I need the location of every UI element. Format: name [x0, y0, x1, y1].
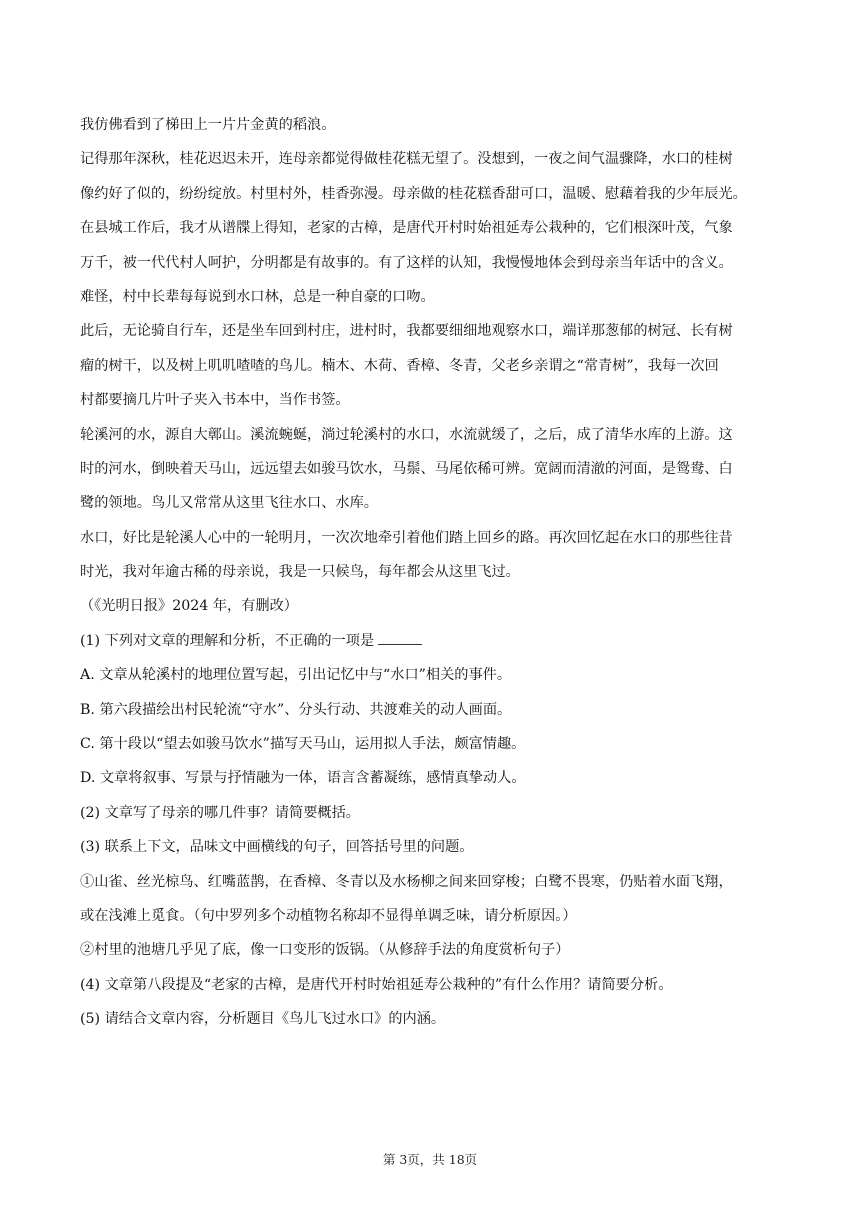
question-3-sub-1-cont: 或在浅滩上觅食。（句中罗列多个动植物名称却不显得单调乏味，请分析原因。） [80, 907, 577, 924]
question-3: (3) 联系上下文，品味文中画横线的句子，回答括号里的问题。 [80, 839, 474, 856]
option-d: D. 文章将叙事、写景与抒情融为一体，语言含蓄凝练，感情真挚动人。 [80, 770, 526, 787]
paragraph-line: 像约好了似的，纷纷绽放。村里村外，桂香弥漫。母亲做的桂花糕香甜可口，温暖、慰藉着我的少年辰光。 [80, 185, 747, 202]
paragraph-line: 时的河水，倒映着天马山，远远望去如骏马饮水，马鬃、马尾依稀可辨。宽阔而清澈的河面，是鸳鸯、白 [80, 460, 733, 477]
question-3-sub-2: ②村里的池塘几乎见了底，像一口变形的饭锅。（从修辞手法的角度赏析句子） [80, 942, 570, 959]
paragraph-line: 在县城工作后，我才从谱牒上得知，老家的古樟，是唐代开村时始祖延寿公栽种的，它们根深叶茂，气象 [80, 220, 733, 237]
answer-blank[interactable] [378, 630, 422, 645]
question-2: (2) 文章写了母亲的哪几件事？请简要概括。 [80, 804, 360, 821]
paragraph-line: 记得那年深秋，桂花迟迟未开，连母亲都觉得做桂花糕无望了。没想到，一夜之间气温骤降，水口的桂树 [80, 151, 733, 168]
paragraph-line: 难怪，村中长辈每每说到水口林，总是一种自豪的口吻。 [80, 288, 435, 305]
paragraph-line: 轮溪河的水，源自大鄣山。溪流蜿蜒，淌过轮溪村的水口，水流就缓了，之后，成了清华水库的上游。这 [80, 426, 733, 443]
question-1 [80, 624, 785, 658]
paragraph-line: 我仿佛看到了梯田上一片片金黄的稻浪。 [80, 117, 336, 133]
option-c: C. 第十段以“望去如骏马饮水”描写天马山，运用拟人手法，颇富情趣。 [80, 736, 526, 753]
question-4: (4) 文章第八段提及“老家的古樟，是唐代开村时始祖延寿公栽种的”有什么作用？请简要分析。 [80, 976, 673, 993]
paragraph-line: 水口，好比是轮溪人心中的一轮明月，一次次地牵引着他们踏上回乡的路。再次回忆起在水口的那些往昔 [80, 529, 733, 546]
option-b: B. 第六段描绘出村民轮流“守水”、分头行动、共渡难关的动人画面。 [80, 701, 512, 718]
article-body [80, 108, 785, 1037]
question-3-sub-1: ①山雀、丝光椋鸟、红嘴蓝鹊，在香樟、冬青以及水杨柳之间来回穿梭；白鹭不畏寒，仍贴着水面飞翔， [80, 873, 733, 890]
page-number: 第 3页，共 18页 [382, 1152, 478, 1167]
paragraph-line: 时光，我对年逾古稀的母亲说，我是一只候鸟，每年都会从这里飞过。 [80, 564, 520, 581]
paragraph-line: 村都要摘几片叶子夹入书本中，当作书签。 [80, 392, 350, 409]
source-citation: （《光明日报》2024 年，有删改） [80, 598, 298, 615]
option-a: A. 文章从轮溪村的地理位置写起，引出记忆中与“水口”相关的事件。 [80, 667, 512, 684]
paragraph-line: 瘤的树干，以及树上叽叽喳喳的鸟儿。楠木、木荷、香樟、冬青，父老乡亲谓之“常青树”，我每一次回 [80, 357, 719, 374]
question-5: (5) 请结合文章内容，分析题目《鸟儿飞过水口》的内涵。 [80, 1011, 446, 1028]
paragraph-line: 万千，被一代代村人呵护，分明都是有故事的。有了这样的认知，我慢慢地体会到母亲当年话中的含义。 [80, 254, 733, 271]
question-1-text: (1) 下列对文章的理解和分析，不正确的一项是 [80, 632, 375, 649]
paragraph-line: 此后，无论骑自行车，还是坐车回到村庄，进村时，我都要细细地观察水口，端详那葱郁的树冠、长有树 [80, 323, 733, 340]
paragraph-line: 鹭的领地。鸟儿又常常从这里飞往水口、水库。 [80, 495, 378, 512]
